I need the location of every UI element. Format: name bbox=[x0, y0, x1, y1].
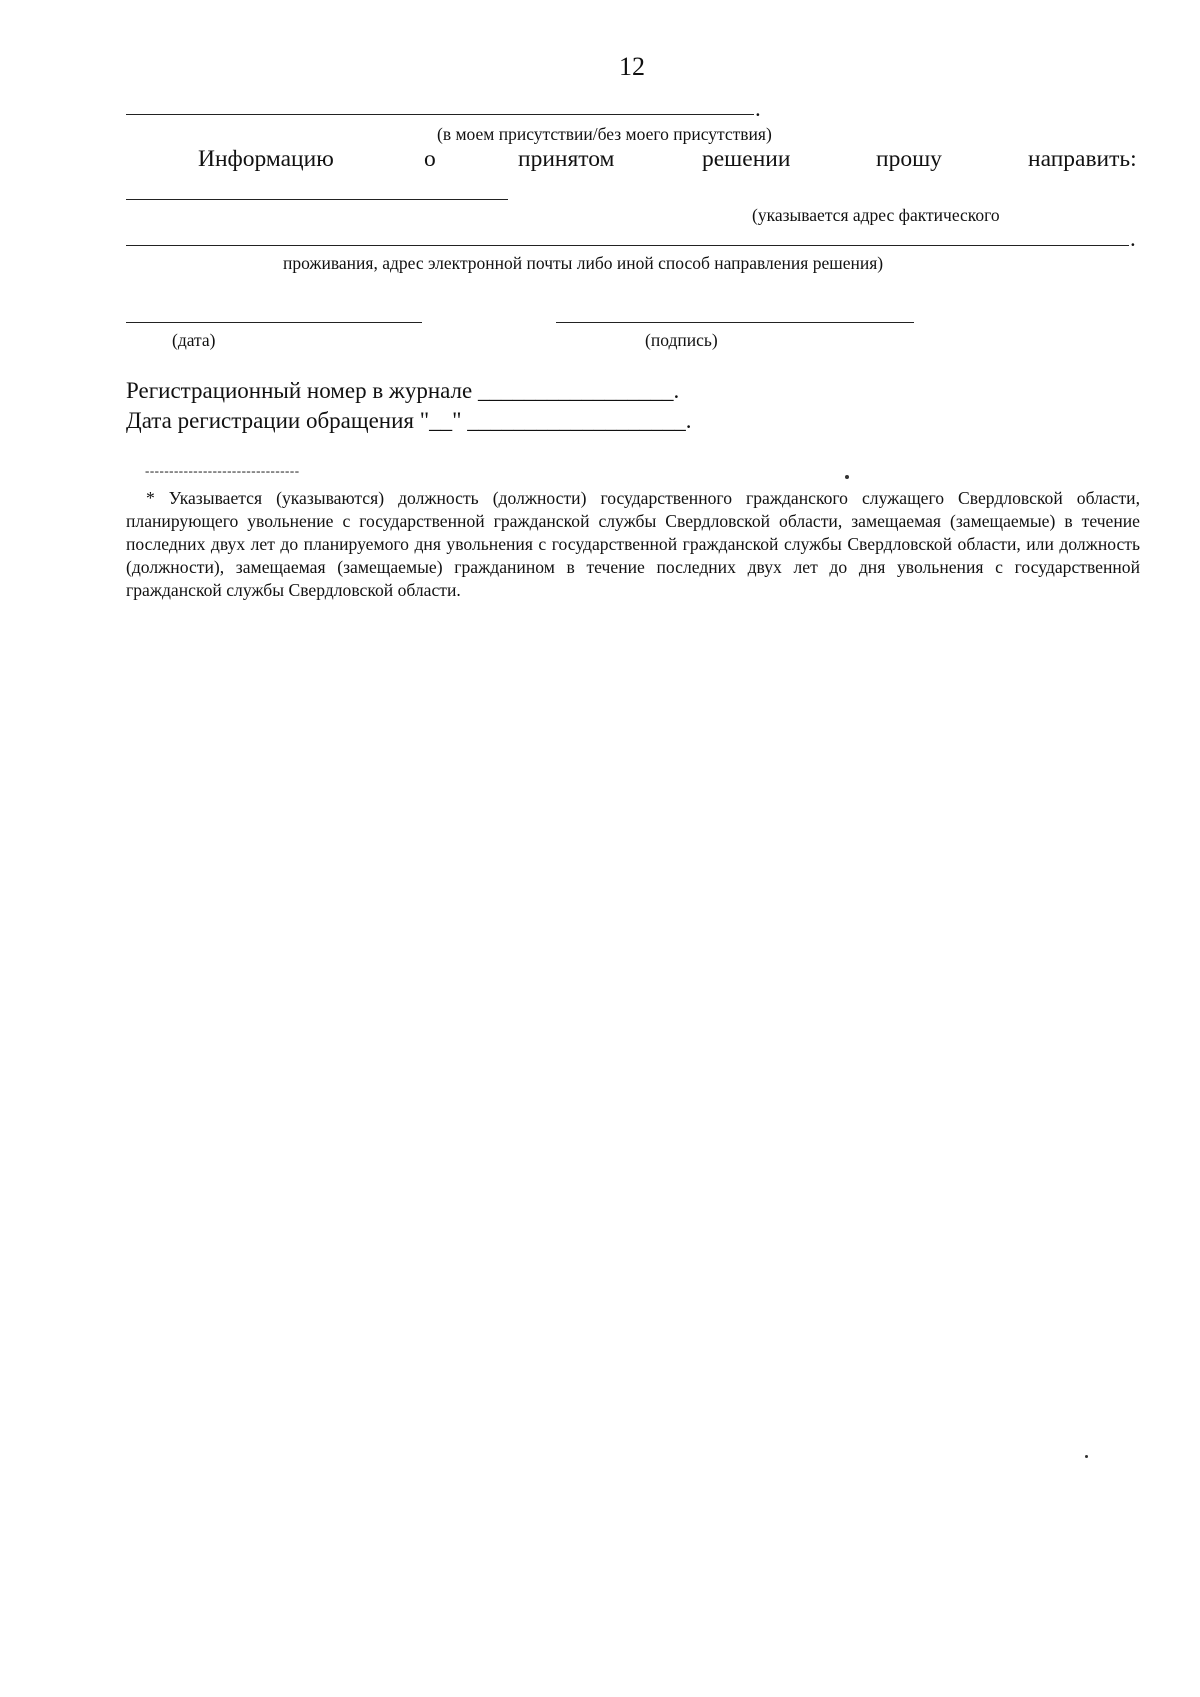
send-word-2: о bbox=[424, 146, 436, 172]
signature-label: (подпись) bbox=[645, 330, 718, 350]
presence-field-line bbox=[126, 114, 754, 115]
signature-field-line bbox=[556, 322, 914, 323]
scan-speck bbox=[1085, 1455, 1088, 1458]
address-field-line-2 bbox=[126, 245, 1129, 246]
scan-speck bbox=[845, 475, 849, 479]
address-hint-part2: проживания, адрес электронной почты либо иной способ направления решения) bbox=[283, 253, 884, 273]
footnote-separator: -------------------------------- bbox=[145, 463, 300, 478]
send-word-5: прошу bbox=[876, 146, 942, 172]
footnote bbox=[126, 487, 1140, 602]
send-word-1: Информацию bbox=[198, 146, 334, 172]
address-trailing-mark: . bbox=[1130, 226, 1136, 251]
page-number: 12 bbox=[619, 52, 645, 81]
send-word-3: принятом bbox=[518, 146, 615, 172]
address-field-line-1 bbox=[126, 199, 508, 200]
date-field-line bbox=[126, 322, 422, 323]
address-hint-part1: (указывается адрес фактического bbox=[752, 205, 1000, 225]
date-label: (дата) bbox=[172, 330, 216, 350]
send-word-4: решении bbox=[702, 146, 791, 172]
registration-journal-number: Регистрационный номер в журнале _________________. bbox=[126, 378, 680, 403]
send-word-6: направить: bbox=[1028, 146, 1137, 172]
presence-hint: (в моем присутствии/без моего присутствия) bbox=[437, 124, 772, 144]
registration-date: Дата регистрации обращения "__" ___________________. bbox=[126, 408, 692, 433]
presence-trailing-mark: . bbox=[755, 96, 761, 121]
footnote-text: * Указывается (указываются) должность (должности) государственного гражданского служащего Свердловской области, планирующего увольнение с государственной гражданской службы Свердловской области, замещаемая (замещаемые) в течение последних двух лет до планируемого дня увольнения с государственной гражданской службы Свердловской области, или должность (должности), замещаемая (замещаемые) гражданином в течение последних двух лет до дня увольнения с государственной гражданской службы Свердловской области. bbox=[126, 488, 1140, 600]
